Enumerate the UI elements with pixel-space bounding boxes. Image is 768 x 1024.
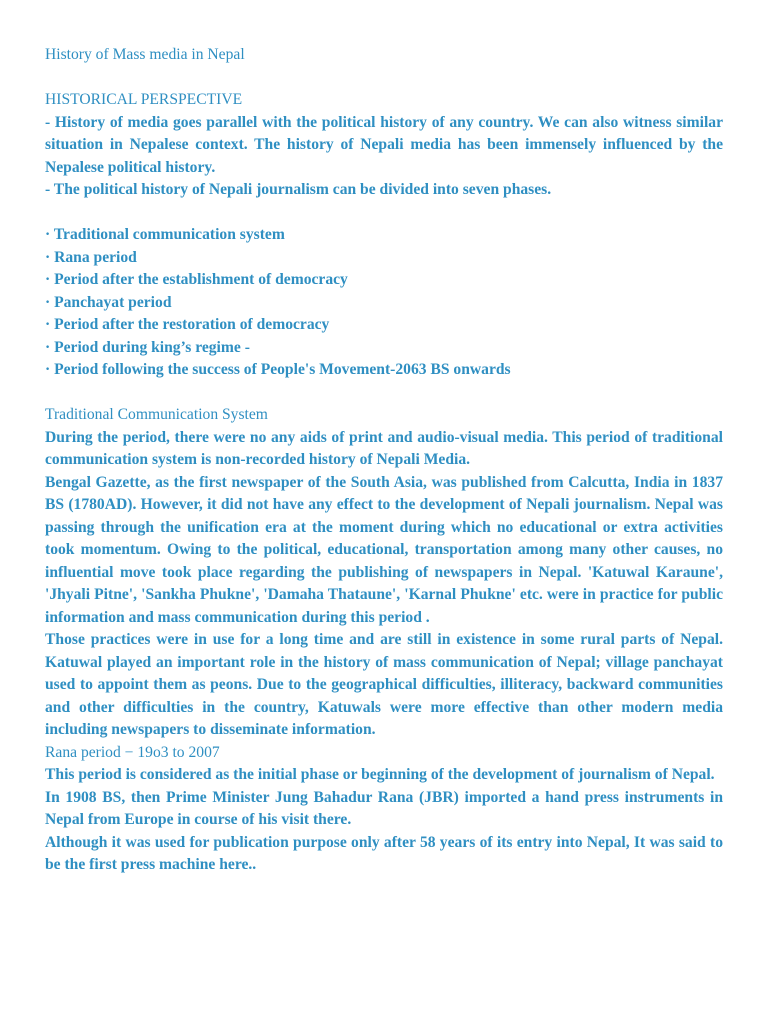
traditional-paragraph-2: Bengal Gazette, as the first newspaper of the South Asia, was published from Calcutta, India in 1837 BS (1780AD). However, it did not have any effect to the development of Nepali journalism. Nepal was passing through the unification era at the moment during which no educational or extra activities took momentum. Owing to the political, educational, transportation among many other causes, no influential move took place regarding the publishing of newspapers in Nepal. 'Katuwal Karaune', 'Jhyali Pitne', 'Sankha Phukne', 'Damaha Thataune', 'Karnal Phukne' etc. were in practice for public information and mass communication during this period . [45,473,723,626]
traditional-paragraph-3: Those practices were in use for a long time and are still in existence in some rural parts of Nepal. Katuwal played an important role in the history of mass communication of Nepal; village panchayat used to appoint them as peons. Due to the geographical difficulties, illiteracy, backward communities and other difficulties in the country, Katuwals were more effective than other modern media including newspapers to disseminate information. [45,631,723,738]
spacer [45,202,723,225]
list-item: · Period following the success of People's Movement-2063 BS onwards [45,361,511,378]
spacer [45,67,723,90]
list-item: · Traditional communication system [45,226,285,243]
intro-paragraph-2: - The political history of Nepali journalism can be divided into seven phases. [45,181,552,198]
rana-paragraph-3: Although it was used for publication purpose only after 58 years of its entry into Nepal, It was said to be the first press machine here.. [45,833,723,873]
spacer [45,382,723,405]
document-title: History of Mass media in Nepal [45,46,245,63]
rana-period-heading: Rana period − 19o3 to 2007 [45,743,220,761]
list-item: · Panchayat period [45,293,172,311]
phases-list [45,224,723,382]
historical-perspective-heading: HISTORICAL PERSPECTIVE [45,91,243,108]
document-page [45,44,723,877]
traditional-communication-heading: Traditional Communication System [45,406,268,423]
traditional-paragraph-1: During the period, there were no any aids of print and audio-visual media. This period of traditional communication system is non-recorded history of Nepali Media. [45,428,723,468]
list-item: · Rana period [45,248,137,266]
list-item: · Period after the restoration of democracy [45,316,330,333]
list-item: · Period during king’s regime - [45,338,250,356]
rana-paragraph-1: This period is considered as the initial phase or beginning of the development of journalism of Nepal. [45,766,715,783]
intro-paragraph-1: - History of media goes parallel with the political history of any country. We can also witness similar situation in Nepalese context. The history of Nepali media has been immensely influenced by the Nepalese political history. [45,113,723,176]
list-item: · Period after the establishment of democracy [45,271,348,288]
rana-paragraph-2: In 1908 BS, then Prime Minister Jung Bahadur Rana (JBR) imported a hand press instruments in Nepal from Europe in course of his visit there. [45,788,723,828]
